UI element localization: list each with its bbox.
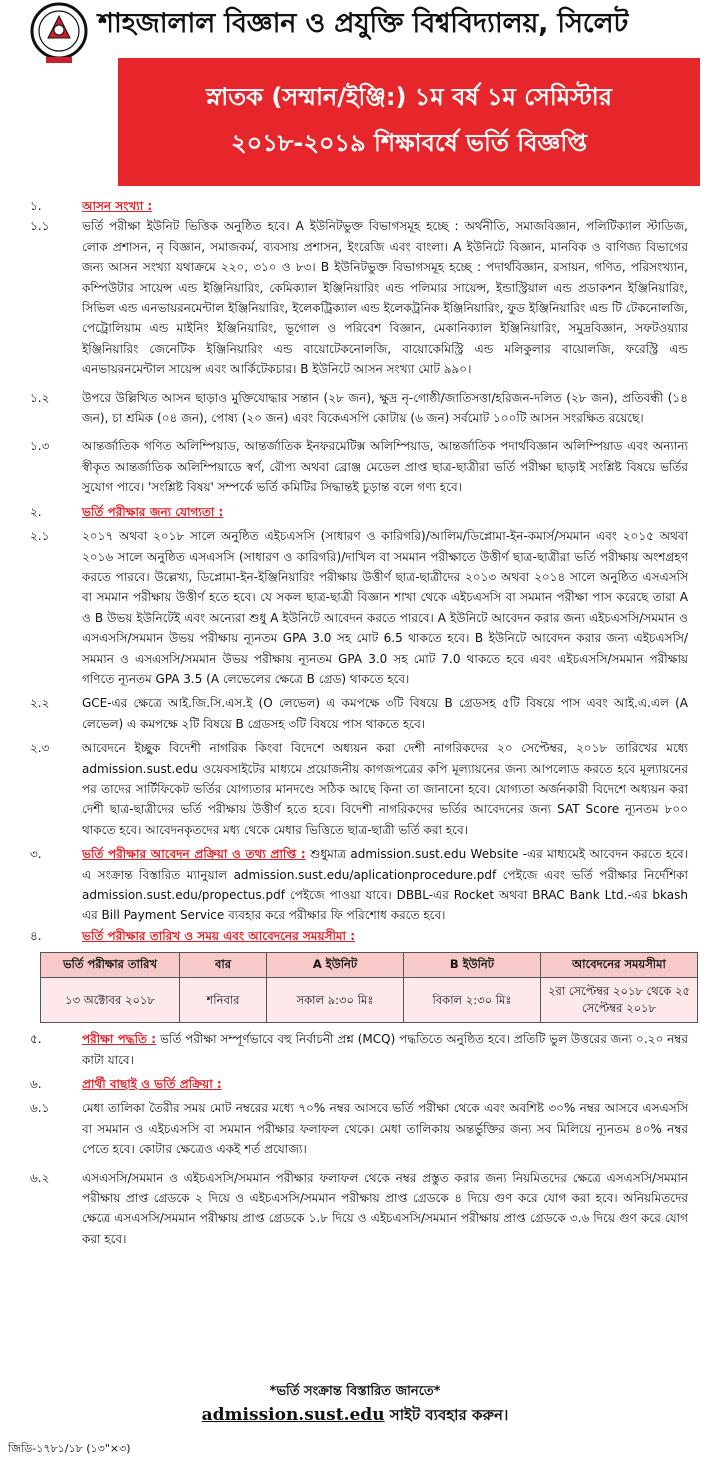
banner-line-2: ২০১৮-২০১৯ শিক্ষাবর্ষে ভর্তি বিজ্ঞপ্তি xyxy=(231,129,587,157)
section-title: পরীক্ষা পদ্ধতি : xyxy=(82,1032,157,1047)
section-2-heading: ২. ভর্তি পরীক্ষার জন্য যোগ্যতা : xyxy=(30,504,224,519)
cell-day: শনিবার xyxy=(180,978,267,1023)
notice-body xyxy=(0,196,710,1249)
table-row xyxy=(41,978,698,1023)
cell-deadline: ২রা সেপ্টেম্বর ২০১৮ থেকে ২৫ সেপ্টেম্বর ২০১৮ xyxy=(541,978,698,1023)
clause-1-3: ১.৩ আন্তর্জাতিক গণিত অলিম্পিয়াড, আন্তর্জাতিক ইনফরমেটিক্স অলিম্পিয়াড, আন্তর্জাতিক পদার্থবিজ্ঞান অলিম্পিয়াড এবং অন্যান্য স্বীকৃত আন্তর্জাতিক অলিম্পিয়াডে স্বর্ণ, রৌপ্য অথবা ব্রোঞ্জ মেডেল প্রাপ্ত ছাত্র-ছাত্রীরা ভর্তি পরীক্ষা ছাড়াই সংশ্লিষ্ট বিষয়ে ভর্তির সুযোগ পাবে। 'সংশ্লিষ্ট বিষয়' সম্পর্কে ভর্তি কমিটির সিদ্ধান্তই চূড়ান্ত বলে গণ্য হবে। xyxy=(30,439,688,495)
header xyxy=(0,0,710,60)
banner-line-1: স্নাতক (সম্মান/ইঞ্জি:) ১ম বর্ষ ১ম সেমিস্টার xyxy=(206,83,612,111)
section-6-heading: ৬. প্রার্থী বাছাই ও ভর্তি প্রক্রিয়া : xyxy=(30,1077,222,1092)
section-title: ভর্তি পরীক্ষার তারিখ ও সময় এবং আবেদনের সময়সীমা : xyxy=(82,928,355,943)
clause-2-1: ২.১ ২০১৭ অথবা ২০১৮ সালে অনুষ্ঠিত এইচএসসি (সাধারণ ও কারিগরি)/আলিম/ডিপ্লোমা-ইন-কমার্স/সমমান এবং ২০১৫ অথবা ২০১৬ সালে অনুষ্ঠিত এসএসসি (সাধারণ ও কারিগরি)/দাখিল বা সমমান পরীক্ষাতে উত্তীর্ণ ছাত্র-ছাত্রীরা ভর্তি পরীক্ষায় অংশগ্রহণ করতে পারবে। উল্লেখ্য, ডিপ্লোমা-ইন-ইঞ্জিনিয়ারিং পরীক্ষায় উত্তীর্ণ ছাত্র-ছাত্রীদের ২০১৩ অথবা ২০১৪ সালে অনুষ্ঠিত এসএসসি বা সমমান পরীক্ষায় উত্তীর্ণ হতে হবে। যে সকল ছাত্র-ছাত্রী বিজ্ঞান শাখা থেকে এইচএসসি বা সমমান পরীক্ষা পাস করেছে তারা A ও B উভয় ইউনিটেই এবং অন্যেরা শুধু A ইউনিটে আবেদন করতে পারবে। A ইউনিটে আবেদন করার জন্য এইচএসসি/সমমান ও এসএসসি/সমমান উভয় পরীক্ষায় ন্যূনতম GPA 3.0 সহ মোট 6.5 থাকতে হবে। B ইউনিটে আবেদন করার জন্য এইচএসসি/সমমান ও এসএসসি/সমমান উভয় পরীক্ষায় ন্যূনতম GPA 3.0 সহ মোট 7.0 থাকতে হবে এবং এইচএসসি/সমমান পরীক্ষায় গণিতে ন্যূনতম GPA 3.5 (A লেভেলের ক্ষেত্রে B গ্রেড) থাকতে হবে। xyxy=(30,529,688,686)
section-title: ভর্তি পরীক্ষার আবেদন প্রক্রিয়া ও তথ্য প্রাপ্তি : xyxy=(82,847,306,862)
section-5-text: ভর্তি পরীক্ষা সম্পূর্ণভাবে বহু নির্বাচনী প্রশ্ন (MCQ) পদ্ধতিতে অনুষ্ঠিত হবে। প্রতিটি ভুল উত্তরের জন্য ০.২০ নম্বর কাটা যাবে। xyxy=(82,1032,688,1067)
admission-website-link[interactable]: admission.sust.edu xyxy=(201,1405,385,1425)
section-3: ৩. ভর্তি পরীক্ষার আবেদন প্রক্রিয়া ও তথ্য প্রাপ্তি : শুধুমাত্র admission.sust.edu Website -এর মাধ্যমেই আবেদন করতে হবে। এ সংক্রান্ত বিস্তারিত ম্যানুয়াল admission.sust.edu/aplicationprocedure.pdf পেইজে এবং ভর্তি পরীক্ষার নির্দেশিকা admission.sust.edu/propectus.pdf পেইজে পাওয়া যাবে। DBBL-এর Rocket অথবা BRAC Bank Ltd.-এর bkash এর Bill Payment Service ব্যবহার করে পরীক্ষার ফি পরিশোধ করতে হবে। xyxy=(30,847,688,923)
clause-6-1: ৬.১ মেধা তালিকা তৈরীর সময় মোট নম্বরের মধ্যে ৭০% নম্বর আসবে ভর্তি পরীক্ষা থেকে এবং অবশিষ্ট ৩০% নম্বর আসবে এসএসসি বা সমমান ও এইচএসসি বা সমমান পরীক্ষার ফলাফল থেকে। মেধা তালিকায় অন্তর্ভুক্তির জন্য সব মিলিয়ে ন্যূনতম ৪০% নম্বর পেতে হবে। কোটার ক্ষেত্রেও একই শর্ত প্রযোজ্য। xyxy=(30,1101,688,1157)
col-unit-a: A ইউনিট xyxy=(267,953,404,978)
section-1-heading: ১. আসন সংখ্যা : xyxy=(30,199,153,213)
table-header-row xyxy=(41,953,698,978)
footer-note: *ভর্তি সংক্রান্ত বিস্তারিত জানতে* xyxy=(269,1384,441,1399)
col-deadline: আবেদনের সময়সীমা xyxy=(541,953,698,978)
section-4-heading: ৪. ভর্তি পরীক্ষার তারিখ ও সময় এবং আবেদনের সময়সীমা : xyxy=(30,928,355,943)
notice-banner xyxy=(118,58,700,186)
university-seal-icon xyxy=(26,2,92,64)
section-title: প্রার্থী বাছাই ও ভর্তি প্রক্রিয়া : xyxy=(82,1077,222,1092)
section-3-text: শুধুমাত্র admission.sust.edu Website -এর মাধ্যমেই আবেদন করতে হবে। এ সংক্রান্ত বিস্তারিত ম্যানুয়াল admission.sust.edu/aplicationprocedure.pdf পেইজে এবং ভর্তি পরীক্ষার নির্দেশিকা admission.sust.edu/propectus.pdf পেইজে পাওয়া যাবে। DBBL-এর Rocket অথবা BRAC Bank Ltd.-এর bkash এর Bill Payment Service ব্যবহার করে পরীক্ষার ফি পরিশোধ করতে হবে। xyxy=(82,847,688,923)
clause-1-2: ১.২ উপরে উল্লিখিত আসন ছাড়াও মুক্তিযোদ্ধার সন্তান (২৮ জন), ক্ষুদ্র নৃ-গোষ্ঠী/জাতিসত্তা/হরিজন-দলিত (২৮ জন), প্রতিবন্ধী (১৪ জন), চা শ্রমিক (০৪ জন), পোষ্য (২০ জন) এবং বিকেএসপি কোটায় (৬ জন) সর্বমোট ১০০টি আসন সংরক্ষিত রয়েছে। xyxy=(30,390,688,426)
clause-2-3: ২.৩ আবেদনে ইচ্ছুক বিদেশী নাগরিক কিংবা বিদেশে অধ্যয়ন করা দেশী নাগরিকদের ২০ সেপ্টেম্বর, ২০১৮ তারিখের মধ্যে admission.sust.edu ওয়েবসাইটের মাধ্যমে প্রয়োজনীয় কাগজপত্রের কপি মূল্যায়নের জন্য আপলোড করতে হবে মূল্যায়নের পর তাদের সার্টিফিকেট ভর্তির যোগ্যতার মানদণ্ডে সঠিক আছে কিনা তা জানানো হবে। যোগ্যতা অর্জনকারী বিদেশে অধ্যয়ন করা দেশী ছাত্র-ছাত্রীদের ভর্তি পরীক্ষায় উত্তীর্ণ হতে হবে। বিদেশী নাগরিকদের ভর্তির আবেদনের জন্য SAT Score ন্যূনতম ৮০০ থাকতে হবে। আবেদনকৃতদের মধ্য থেকে মেধার ভিত্তিতে ছাত্র-ছাত্রী ভর্তি করা হবে। xyxy=(30,741,688,837)
col-exam-date: ভর্তি পরীক্ষার তারিখ xyxy=(41,953,180,978)
footer-link-suffix: সাইট ব্যবহার করুন। xyxy=(389,1406,509,1424)
col-day: বার xyxy=(180,953,267,978)
col-unit-b: B ইউনিট xyxy=(404,953,541,978)
clause-1-1: ১.১ ভর্তি পরীক্ষা ইউনিট ভিত্তিক অনুষ্ঠিত হবে। A ইউনিটভুক্ত বিভাগসমূহ হচ্ছে : অর্থনীতি, সমাজবিজ্ঞান, পলিটিক্যাল স্টাডিজ, লোক প্রশাসন, নৃ বিজ্ঞান, সমাজকর্ম, ব্যবসায় প্রশাসন, ইংরেজি এবং বাংলা। A ইউনিটে বিজ্ঞান, মানবিক ও বাণিজ্য বিভাগের জন্য আসন সংখ্যা যথাক্রমে ২২০, ৩১০ ও ৮৩। B ইউনিটভুক্ত বিভাগসমূহ হচ্ছে : পদার্থবিজ্ঞান, রসায়ন, গণিত, পরিসংখ্যান, কম্পিউটার সায়েন্স এন্ড ইঞ্জিনিয়ারিং, কেমিক্যাল ইঞ্জিনিয়ারিং এন্ড পলিমার সায়েন্স, ইন্ডাস্ট্রিয়াল এন্ড প্রডাকশন ইঞ্জিনিয়ারিং, সিভিল এন্ড এনভায়রনমেন্টাল ইঞ্জিনিয়ারিং, ইলেকট্রিক্যাল এন্ড ইলেকট্রনিক ইঞ্জিনিয়ারিং, ফুড ইঞ্জিনিয়ারিং এন্ড টি টেকনোলজি, পেট্রোলিয়াম এন্ড মাইনিং ইঞ্জিনিয়ারিং, ভূগোল ও পরিবেশ বিজ্ঞান, মেকানিক্যাল ইঞ্জিনিয়ারিং, সমুদ্রবিজ্ঞান, সফটওয়্যার ইঞ্জিনিয়ারিং জেনেটিক ইঞ্জিনিয়ারিং এন্ড বায়োটেকনোলজি, বায়োকেমিস্ট্রি এন্ড মলিকুলার বায়োলজি, ফরেস্ট্রি এন্ড এনভায়রনমেন্টাল সায়েন্স এবং আর্কিটেকচার। B ইউনিটে আসন সংখ্যা মোট ৯৯০। xyxy=(30,219,688,377)
university-name: শাহজালাল বিজ্ঞান ও প্রযুক্তি বিশ্ববিদ্যালয়, সিলেট xyxy=(98,8,628,39)
cell-exam-date: ১৩ অক্টোবর ২০১৮ xyxy=(41,978,180,1023)
cell-unit-b-time: বিকাল ২:৩০ মিঃ xyxy=(404,978,541,1023)
section-title: আসন সংখ্যা : xyxy=(82,199,153,213)
clause-6-2: ৬.২ এসএসসি/সমমান ও এইচএসসি/সমমান পরীক্ষার ফলাফল থেকে নম্বর প্রস্তুত করার জন্য নিয়মিতদের ক্ষেত্রে এসএসসি/সমমান পরীক্ষায় প্রাপ্ত গ্রেডকে ২ দিয়ে ও এইচএসসি/সমমান পরীক্ষায় প্রাপ্ত গ্রেডকে ৪ দিয়ে গুণ করে যোগ করা হবে। অনিয়মিতদের ক্ষেত্রে এসএসসি/সমমান পরীক্ষায় প্রাপ্ত গ্রেডকে ১.৮ দিয়ে ও এইচএসসি/সমমান পরীক্ষায় প্রাপ্ত গ্রেডকে ৩.৬ দিয়ে গুণ করে যোগ করা হবে। xyxy=(30,1170,688,1246)
clause-2-2: ২.২ GCE-এর ক্ষেত্রে আই.জি.সি.এস.ই (O লেভেল) এ কমপক্ষে ৩টি বিষয়ে B গ্রেডসহ ৫টি বিষয়ে পাস এবং আই.এ.এল (A লেভেল) এ কমপক্ষে ২টি বিষয়ে B গ্রেডসহ ৩টি বিষয়ে পাস থাকতে হবে। xyxy=(30,696,688,731)
schedule-table xyxy=(40,952,698,1023)
gd-reference: জিডি-১৭৮১/১৮ (১৩"×৩) xyxy=(8,1442,131,1455)
footer-link-line xyxy=(0,1404,710,1429)
cell-unit-a-time: সকাল ৯:৩০ মিঃ xyxy=(267,978,404,1023)
section-title: ভর্তি পরীক্ষার জন্য যোগ্যতা : xyxy=(82,504,224,519)
section-5: ৫. পরীক্ষা পদ্ধতি : ভর্তি পরীক্ষা সম্পূর্ণভাবে বহু নির্বাচনী প্রশ্ন (MCQ) পদ্ধতিতে অনুষ্ঠিত হবে। প্রতিটি ভুল উত্তরের জন্য ০.২০ নম্বর কাটা যাবে। xyxy=(30,1032,688,1067)
